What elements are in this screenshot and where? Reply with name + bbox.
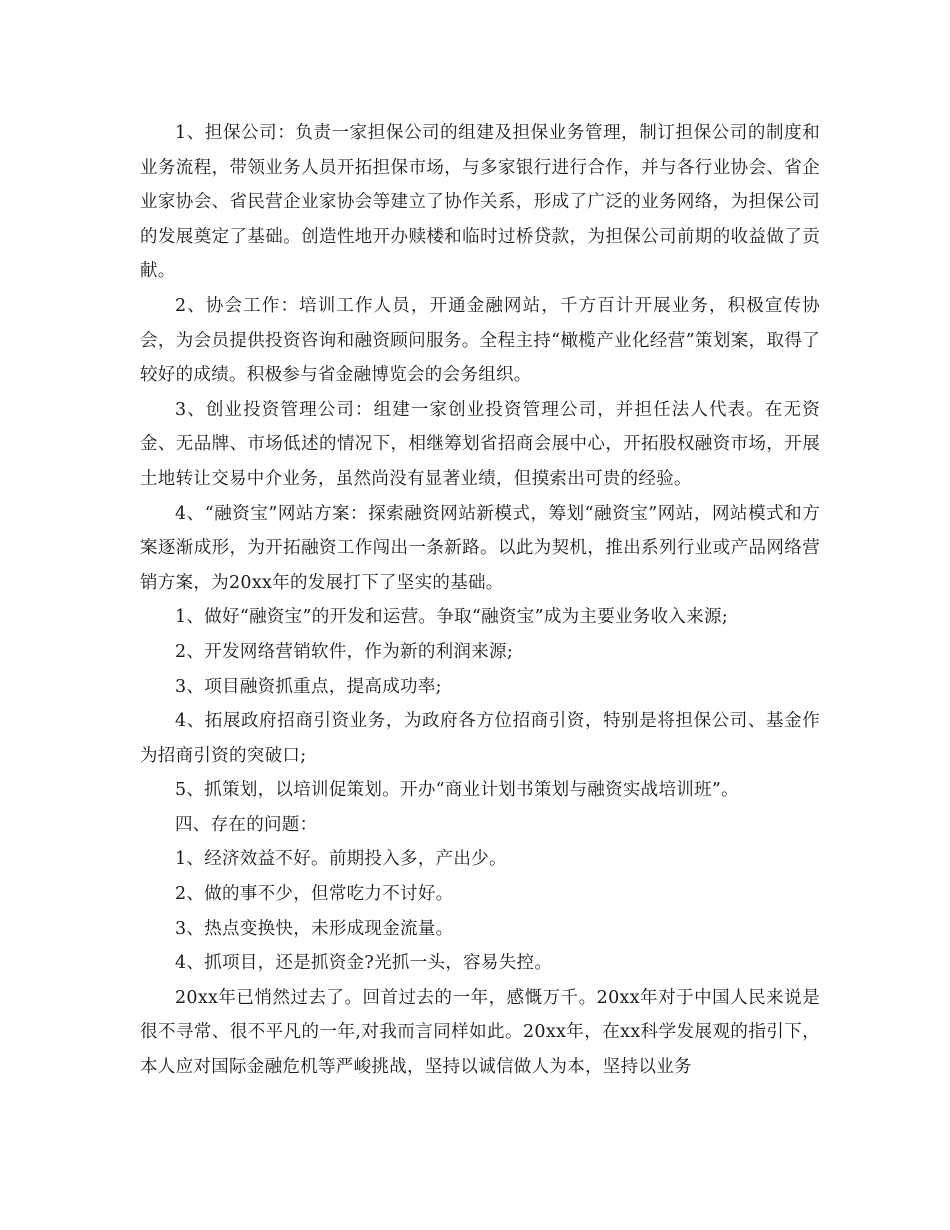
paragraph-rongzibao-website: 4、“融资宝”网站方案：探索融资网站新模式，筹划“融资宝”网站，网站模式和方案逐渐成形，为开拓融资工作闯出一条新路。以此为契机，推出系列行业或产品网络营销方案，为20xx年的发展打下了坚实的基础。 xyxy=(140,503,820,593)
plan-item-1: 1、做好“融资宝”的开发和运营。争取“融资宝”成为主要业务收入来源; xyxy=(175,607,729,628)
problem-item-2: 2、做的事不少，但常吃力不讨好。 xyxy=(175,884,454,905)
plan-item-4: 4、拓展政府招商引资业务，为政府各方位招商引资，特别是将担保公司、基金作为招商引资的突破口; xyxy=(140,711,820,766)
plan-item-2: 2、开发网络营销软件，作为新的利润来源; xyxy=(175,641,514,662)
section-heading-problems: 四、存在的问题： xyxy=(175,814,318,835)
document-body xyxy=(140,116,820,1085)
paragraph-venture-capital: 3、创业投资管理公司：组建一家创业投资管理公司，并担任法人代表。在无资金、无品牌、市场低述的情况下，相继筹划省招商会展中心，开拓股权融资市场，开展土地转让交易中介业务，虽然尚没有显著业绩，但摸索出可贵的经验。 xyxy=(140,399,820,489)
problem-item-1: 1、经济效益不好。前期投入多，产出少。 xyxy=(175,849,507,870)
paragraph-year-review: 20xx年已悄然过去了。回首过去的一年，感慨万千。20xx年对于中国人民来说是很不寻常、很不平凡的一年,对我而言同样如此。20xx年，在xx科学发展观的指引下，本人应对国际金融危机等严峻挑战，坚持以诚信做人为本，坚持以业务 xyxy=(140,987,820,1078)
plan-item-5: 5、抓策划，以培训促策划。开办“商业计划书策划与融资实战培训班”。 xyxy=(175,780,739,801)
problem-item-3: 3、热点变换快，未形成现金流量。 xyxy=(175,918,454,939)
paragraph-association-work: 2、协会工作：培训工作人员，开通金融网站，千方百计开展业务，积极宣传协会，为会员提供投资咨询和融资顾问服务。全程主持“橄榄产业化经营”策划案，取得了较好的成绩。积极参与省金融博览会的会务组织。 xyxy=(140,295,820,386)
problem-item-4: 4、抓项目，还是抓资金?光抓一头，容易失控。 xyxy=(175,953,553,974)
plan-item-3: 3、项目融资抓重点，提高成功率; xyxy=(175,676,442,697)
paragraph-guarantee-company: 1、担保公司：负责一家担保公司的组建及担保业务管理，制订担保公司的制度和业务流程，带领业务人员开拓担保市场，与多家银行进行合作，并与各行业协会、省企业家协会、省民营企业家协会等建立了协作关系，形成了广泛的业务网络，为担保公司的发展奠定了基础。创造性地开办赎楼和临时过桥贷款，为担保公司前期的收益做了贡献。 xyxy=(140,123,820,282)
